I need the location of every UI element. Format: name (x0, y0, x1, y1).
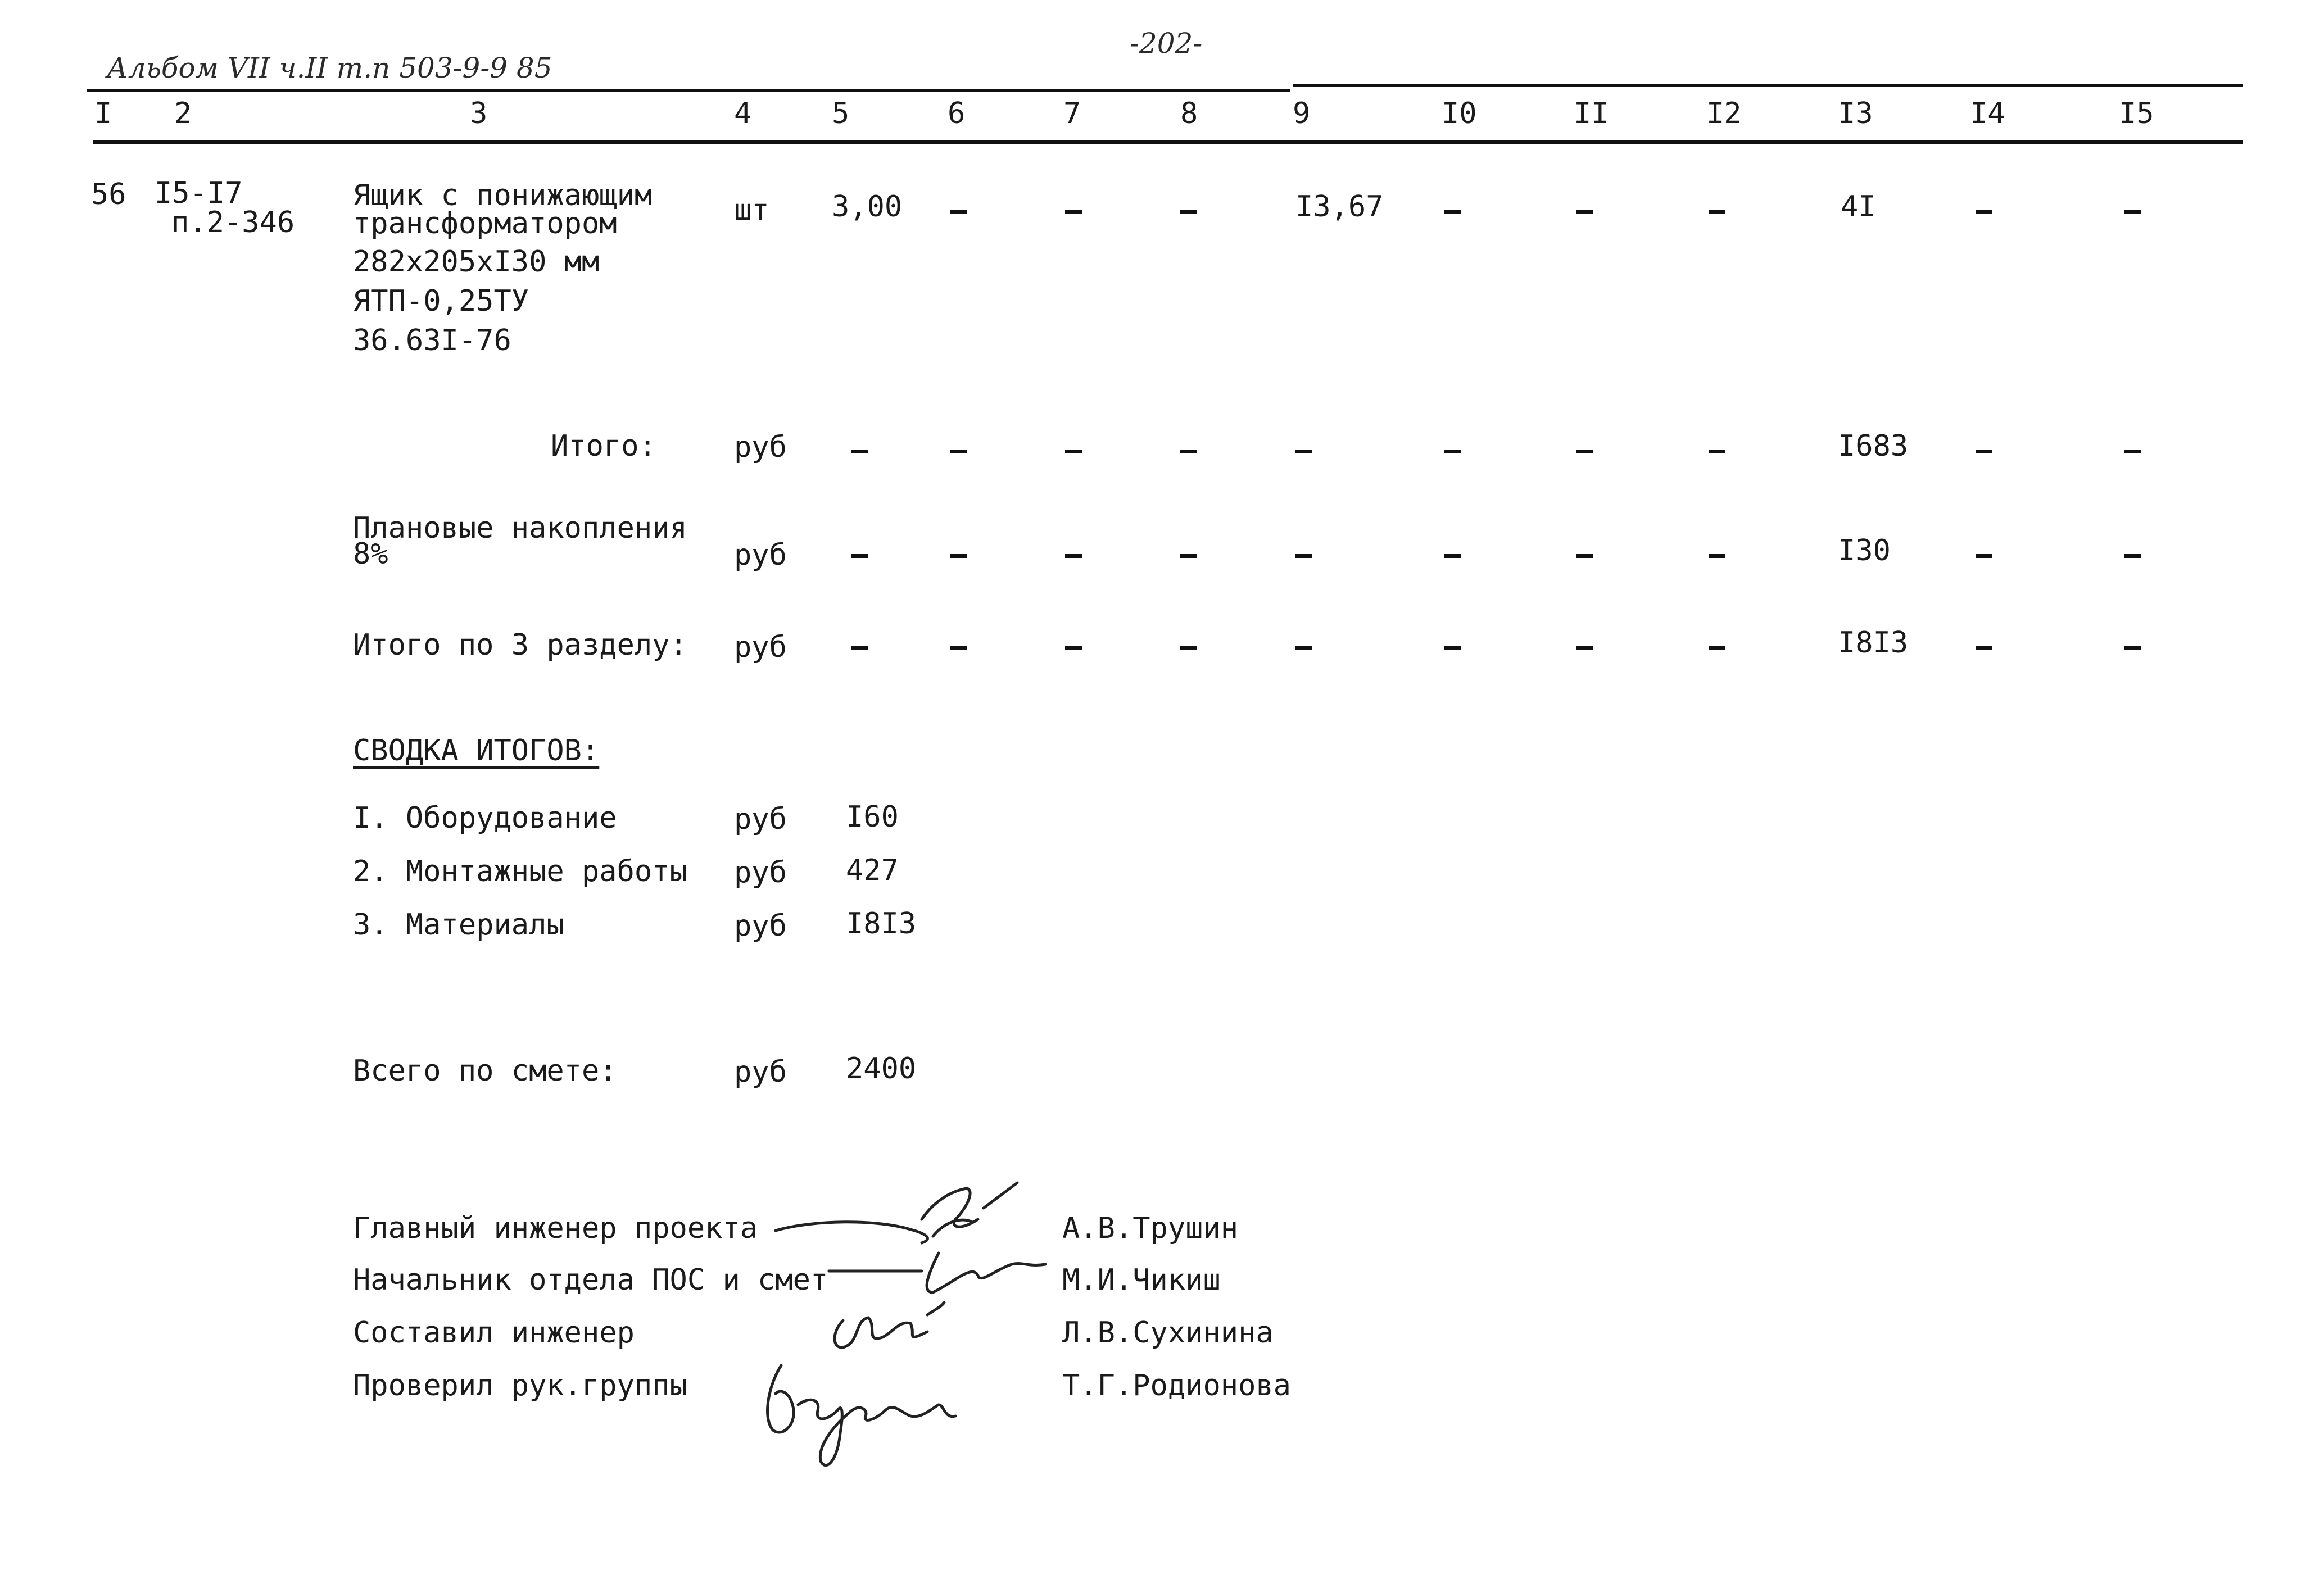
item-number: 56 (91, 178, 126, 211)
item-desc-line5: 36.63I-76 (353, 324, 511, 357)
col-header-12: I2 (1706, 97, 1742, 130)
planned-savings-percent: 8% (353, 537, 388, 571)
signature-name: М.И.Чикиш (1062, 1263, 1221, 1297)
signature-name: Т.Г.Родионова (1062, 1369, 1291, 1403)
col-header-9: 9 (1293, 97, 1311, 130)
item-ref-line2: п.2-346 (171, 206, 295, 239)
summary-item-label: 3. Материалы (353, 908, 564, 942)
section3-total-label: Итого по 3 разделу: (353, 628, 687, 662)
summary-title: СВОДКА ИТОГОВ: (353, 734, 600, 768)
summary-item-unit: руб (734, 856, 787, 889)
item-col9: I3,67 (1295, 190, 1384, 224)
estimate-total-value: 2400 (846, 1052, 917, 1086)
col-header-1: I (94, 97, 112, 130)
summary-item-value: I60 (846, 800, 899, 834)
total-label: Итого: (551, 429, 656, 463)
signature-role: Составил инженер (353, 1316, 635, 1350)
planned-savings-unit: руб (734, 538, 787, 572)
col-header-7: 7 (1063, 97, 1081, 130)
summary-item-label: 2. Монтажные работы (353, 855, 687, 888)
item-desc-line4: ЯТП-0,25ТУ (353, 284, 529, 318)
page-number: -202- (1130, 27, 1203, 60)
summary-item-unit: руб (734, 802, 787, 836)
col-header-13: I3 (1838, 97, 1873, 130)
signature-name: А.В.Трушин (1062, 1211, 1239, 1245)
summary-item-value: I8I3 (846, 907, 917, 941)
item-desc-line1: Ящик с понижающим (353, 179, 653, 212)
col-header-2: 2 (174, 97, 192, 130)
col-header-15: I5 (2119, 97, 2154, 130)
col-header-10: I0 (1442, 97, 1477, 130)
estimate-total-label: Всего по смете: (353, 1054, 617, 1088)
col-header-6: 6 (948, 97, 966, 130)
item-desc-line2: трансформатором (353, 207, 617, 240)
album-reference: Альбом VII ч.II т.п 503-9-9 85 (107, 52, 552, 84)
signature-role: Проверил рук.группы (353, 1369, 687, 1403)
item-col5: 3,00 (832, 190, 903, 224)
planned-savings-label: Плановые накопления (353, 511, 687, 545)
section3-total-unit: руб (734, 630, 787, 664)
signature-role: Начальник отдела ПОС и смет (353, 1263, 828, 1297)
total-col13: I683 (1838, 429, 1909, 463)
item-ref-line1: I5-I7 (155, 176, 243, 210)
summary-item-unit: руб (734, 909, 787, 943)
signature-role: Главный инженер проекта (353, 1211, 758, 1245)
planned-savings-col13: I30 (1838, 534, 1891, 568)
total-unit: руб (734, 430, 787, 464)
col-header-8: 8 (1180, 97, 1198, 130)
col-header-5: 5 (832, 97, 850, 130)
col-header-4: 4 (734, 97, 752, 130)
col-header-14: I4 (1970, 97, 2005, 130)
item-col13: 4I (1841, 190, 1876, 224)
item-desc-line3: 282x205xI30 мм (353, 245, 600, 279)
signature-name: Л.В.Сухинина (1062, 1316, 1274, 1350)
col-header-3: 3 (470, 97, 488, 130)
estimate-total-unit: руб (734, 1055, 787, 1089)
col-header-11: II (1574, 97, 1609, 130)
section3-total-col13: I8I3 (1838, 626, 1909, 660)
item-unit: шт (734, 193, 769, 227)
summary-item-value: 427 (846, 854, 899, 887)
summary-item-label: I. Оборудование (353, 801, 617, 835)
